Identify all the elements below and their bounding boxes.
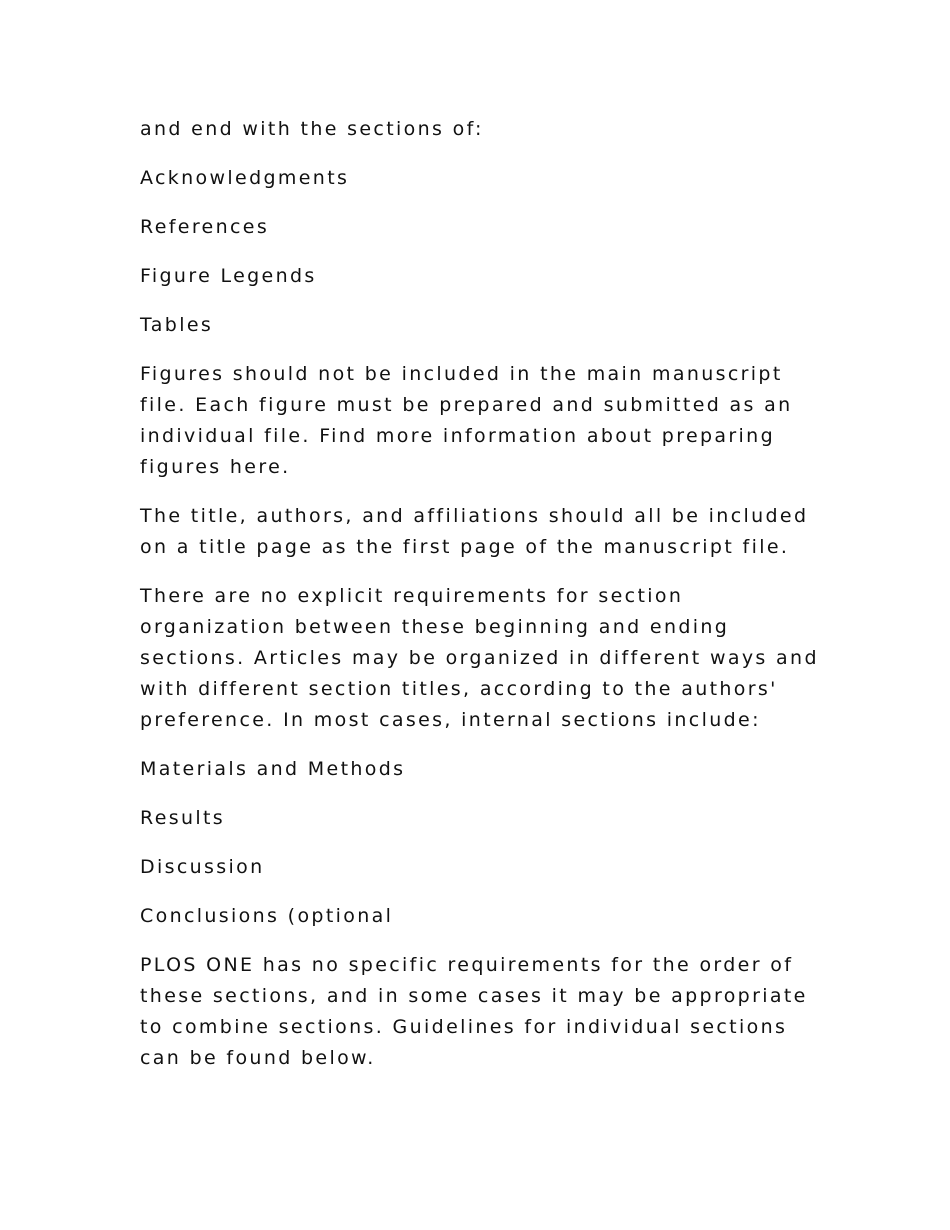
section-discussion: Discussion [140,856,265,878]
section-results: Results [140,807,226,829]
figures-paragraph: Figures should not be included in the main manuscript file. Each figure must be prepared and submitted as an individual file. Find more information about preparing figures here. [140,363,793,478]
section-references: References [140,216,270,238]
section-tables: Tables [140,314,214,336]
section-figure-legends: Figure Legends [140,265,317,287]
organization-paragraph: There are no explicit requirements for section organization between these beginning and ending sections. Articles may be organized in different ways and with different section titles, according to the authors' preference. In most cases, internal sections include: [140,585,819,731]
order-paragraph: PLOS ONE has no specific requirements for the order of these sections, and in some cases it may be appropriate to combine sections. Guidelines for individual sections can be found below. [140,954,808,1069]
section-acknowledgments: Acknowledgments [140,167,350,189]
document-page [140,114,820,1092]
section-conclusions: Conclusions (optional [140,905,394,927]
title-page-paragraph: The title, authors, and affiliations should all be included on a title page as the first page of the manuscript file. [140,505,809,558]
section-materials-methods: Materials and Methods [140,758,406,780]
intro-line: and end with the sections of: [140,118,484,140]
